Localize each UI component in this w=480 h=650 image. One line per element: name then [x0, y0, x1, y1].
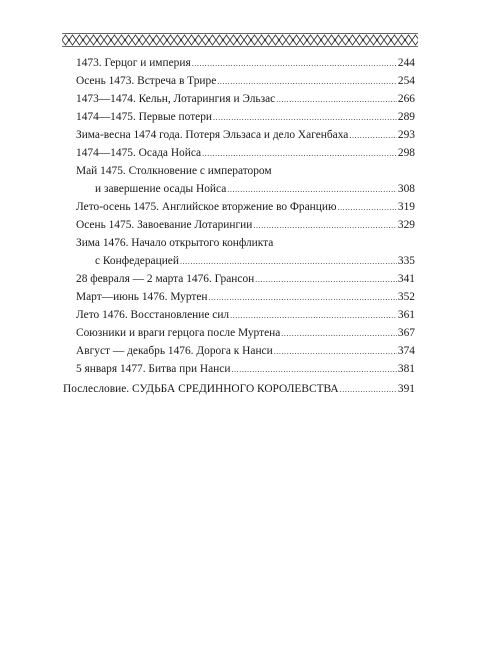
- toc-entry-page: 244: [397, 57, 415, 69]
- toc-entry-title: Союзники и враги герцога после Муртена: [76, 327, 281, 339]
- toc-leader-dots: [253, 218, 397, 233]
- toc-entry-title-line1[interactable]: Зима 1476. Начало открытого конфликта: [76, 237, 274, 249]
- toc-entry[interactable]: [76, 344, 415, 359]
- toc-entry-title: Март—июнь 1476. Муртен: [76, 291, 208, 303]
- toc-entry-title: и завершение осады Нойса: [95, 183, 227, 195]
- toc-entry-title: 5 января 1477. Битва при Нанси: [76, 363, 231, 375]
- toc-entry-title: Послесловие. СУДЬБА СРЕДИННОГО КОРОЛЕВСТВА: [63, 383, 339, 395]
- toc-entry-page: 289: [397, 111, 415, 123]
- toc-leader-dots: [340, 382, 397, 397]
- toc-entry-page: 319: [397, 201, 415, 213]
- toc-entry-page: 341: [397, 273, 415, 285]
- toc-entry-page: 381: [397, 363, 415, 375]
- toc-entry-title: с Конфедерацией: [95, 255, 179, 267]
- toc-entry[interactable]: [76, 200, 415, 215]
- decorative-ornament-border: [62, 33, 418, 47]
- toc-entry[interactable]: [76, 218, 415, 233]
- toc-entry[interactable]: [76, 110, 415, 125]
- toc-leader-dots: [230, 308, 397, 323]
- toc-entry[interactable]: [76, 362, 415, 377]
- toc-entry-page: 293: [397, 129, 415, 141]
- toc-leader-dots: [274, 344, 397, 359]
- toc-entry-page: 335: [397, 255, 415, 267]
- toc-entry[interactable]: [76, 308, 415, 323]
- toc-entry-title: Зима-весна 1474 года. Потеря Эльзаса и дело Хагенбаха: [76, 129, 349, 141]
- toc-entry-page: 391: [397, 383, 415, 395]
- toc-leader-dots: [231, 362, 396, 377]
- toc-entry[interactable]: [95, 254, 415, 269]
- toc-entry[interactable]: [76, 74, 415, 89]
- toc-entry-title: Осень 1473. Встреча в Трире: [76, 75, 217, 87]
- toc-entry[interactable]: [76, 272, 415, 287]
- toc-leader-dots: [349, 128, 397, 143]
- toc-entry[interactable]: [76, 146, 415, 161]
- toc-entry-title: 1473—1474. Кельн, Лотарингия и Эльзас: [76, 93, 276, 105]
- toc-entry-title: 28 февраля — 2 марта 1476. Грансон: [76, 273, 255, 285]
- toc-leader-dots: [281, 326, 397, 341]
- toc-leader-dots: [209, 290, 397, 305]
- toc-entry-page: 254: [397, 75, 415, 87]
- toc-entry-page: 361: [397, 309, 415, 321]
- toc-entry[interactable]: [76, 92, 415, 107]
- toc-entry-title: 1474—1475. Осада Нойса: [76, 147, 202, 159]
- toc-entry-page: 329: [397, 219, 415, 231]
- toc-entry[interactable]: [95, 182, 415, 197]
- toc-leader-dots: [192, 56, 397, 71]
- toc-entry-title: Август — декабрь 1476. Дорога к Нанси: [76, 345, 273, 357]
- toc-entry-page: 367: [397, 327, 415, 339]
- toc-entry[interactable]: [76, 326, 415, 341]
- toc-entry-title: Лето-осень 1475. Английское вторжение во Францию: [76, 201, 337, 213]
- toc-entry-title-line1[interactable]: Май 1475. Столкновение с императором: [76, 165, 272, 177]
- toc-leader-dots: [180, 254, 397, 269]
- toc-entry-title: 1473. Герцог и империя: [76, 57, 191, 69]
- toc-leader-dots: [202, 146, 397, 161]
- toc-entry[interactable]: [76, 56, 415, 71]
- toc-entry-title: Лето 1476. Восстановление сил: [76, 309, 230, 321]
- toc-leader-dots: [217, 74, 397, 89]
- toc-entry[interactable]: [76, 128, 415, 143]
- toc-leader-dots: [276, 92, 397, 107]
- toc-entry-title: Осень 1475. Завоевание Лотарингии: [76, 219, 253, 231]
- toc-entry[interactable]: [76, 290, 415, 305]
- toc-afterword[interactable]: [63, 382, 415, 397]
- toc-entry-page: 374: [397, 345, 415, 357]
- toc-entry-title: 1474—1475. Первые потери: [76, 111, 213, 123]
- toc-leader-dots: [213, 110, 397, 125]
- toc-leader-dots: [227, 182, 397, 197]
- toc-leader-dots: [255, 272, 397, 287]
- toc-entry-page: 308: [397, 183, 415, 195]
- toc-entry-page: 298: [397, 147, 415, 159]
- toc-entry-page: 352: [397, 291, 415, 303]
- toc-entry-page: 266: [397, 93, 415, 105]
- toc-leader-dots: [337, 200, 396, 215]
